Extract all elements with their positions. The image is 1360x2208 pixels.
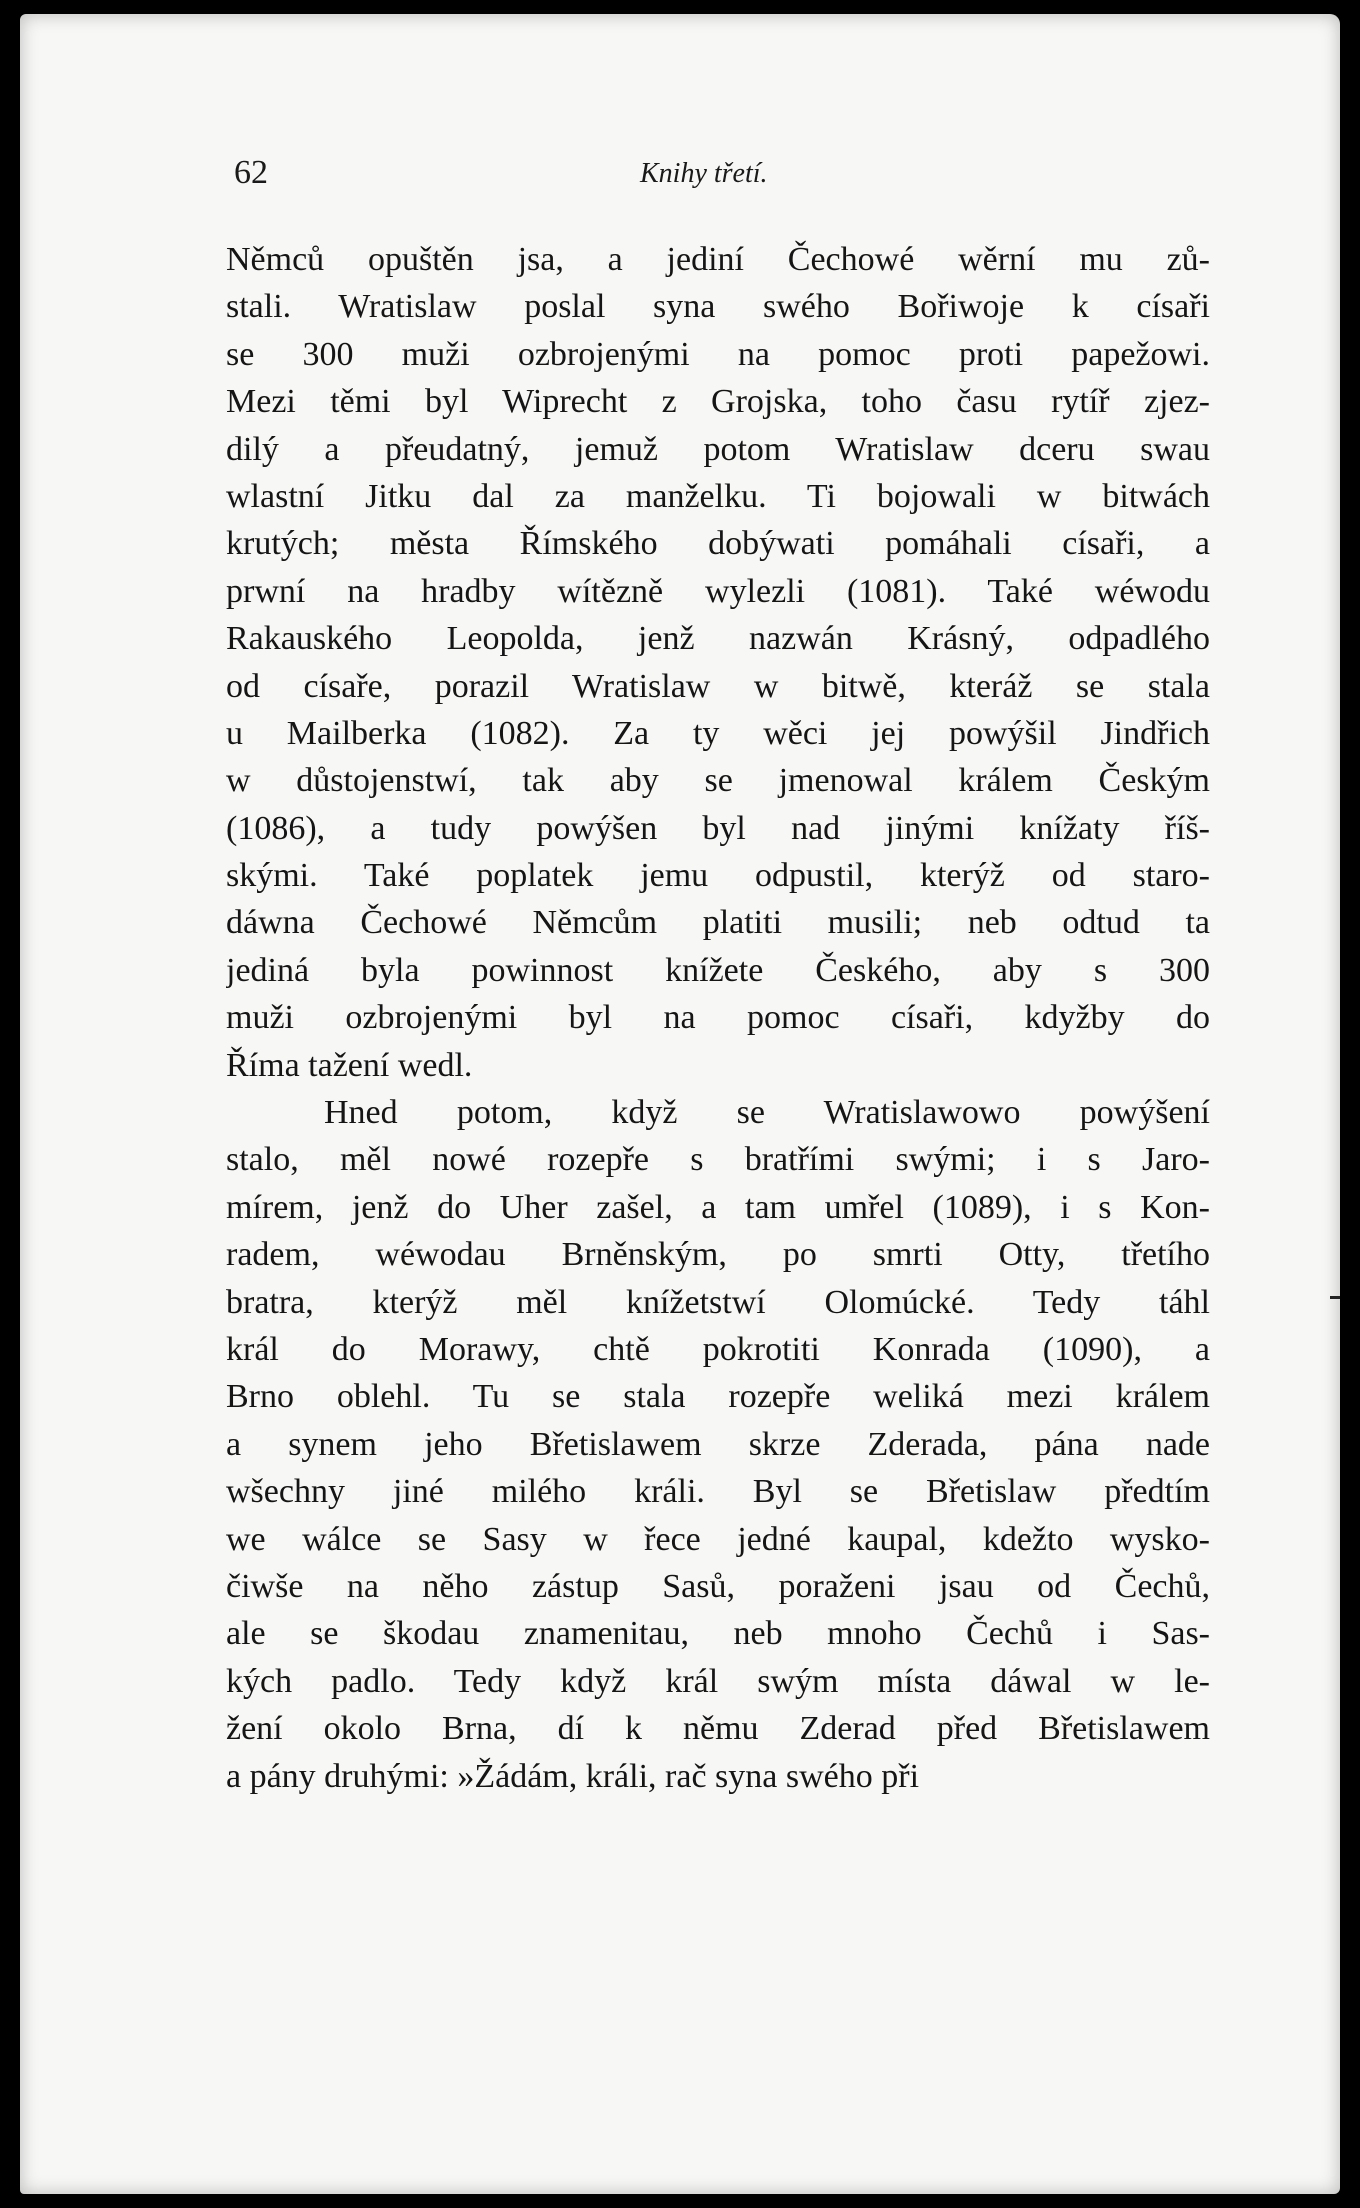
book-page	[20, 14, 1340, 2194]
text-line: Říma tažení wedl.	[226, 1046, 473, 1084]
text-line: Němců opuštěn jsa, a jediní Čechowé wěrní mu zů-	[226, 241, 1210, 278]
running-head: Knihy třetí.	[640, 158, 768, 189]
text-line: ale se škodau znamenitau, neb mnoho Čechů i Sas-	[226, 1615, 1210, 1653]
text-line: dilý a přeudatný, jemuž potom Wratislaw dceru swau	[226, 430, 1210, 468]
text-line: Hned potom, když se Wratislawowo powýšení	[324, 1094, 1210, 1132]
text-line: wlastní Jitku dal za manželku. Ti bojowali w bitwách	[226, 477, 1210, 515]
margin-mark	[1330, 1296, 1340, 1299]
page-header	[20, 154, 1340, 204]
text-line: we wálce se Sasy w řece jedné kaupal, kdežto wysko-	[226, 1520, 1210, 1558]
text-line: wšechny jiné milého králi. Byl se Břetislaw předtím	[226, 1473, 1210, 1511]
text-line: stalo, měl nowé rozepře s bratřími swými; i s Jaro-	[226, 1141, 1210, 1179]
text-line: Mezi těmi byl Wiprecht z Grojska, toho času rytíř zjez-	[226, 383, 1210, 421]
text-line: Rakauského Leopolda, jenž nazwán Krásný, odpadlého	[226, 620, 1210, 658]
text-line: a synem jeho Břetislawem skrze Zderada, pána nade	[226, 1425, 1210, 1463]
text-line: (1086), a tudy powýšen byl nad jinými knížaty říš-	[226, 809, 1210, 847]
text-line: krutých; města Římského dobýwati pomáhali císaři, a	[226, 525, 1210, 563]
text-line: a pány druhými: »Žádám, králi, rač syna swého při	[226, 1757, 920, 1795]
text-line: dáwna Čechowé Němcům platiti musili; neb odtud ta	[226, 904, 1210, 942]
page-number: 62	[234, 154, 268, 191]
text-line: prwní na hradby wítězně wylezli (1081). Také wéwodu	[226, 572, 1210, 610]
text-line: kých padlo. Tedy když král swým místa dáwal w le-	[226, 1662, 1210, 1700]
text-line: skými. Také poplatek jemu odpustil, kterýž od staro-	[226, 857, 1210, 895]
text-line: král do Morawy, chtě pokrotiti Konrada (1090), a	[226, 1330, 1210, 1368]
text-line: od císaře, porazil Wratislaw w bitwě, kteráž se stala	[226, 667, 1210, 705]
text-line: bratra, kterýž měl knížetstwí Olomúcké. Tedy táhl	[226, 1283, 1210, 1321]
text-line: mírem, jenž do Uher zašel, a tam umřel (1089), i s Kon-	[226, 1188, 1210, 1226]
text-line: stali. Wratislaw poslal syna swého Bořiwoje k císaři	[226, 288, 1210, 326]
text-line: w důstojenstwí, tak aby se jmenowal králem Českým	[226, 762, 1210, 800]
text-line: muži ozbrojenými byl na pomoc císaři, kdyžby do	[226, 999, 1210, 1037]
body-text	[226, 236, 1210, 1800]
text-line: čiwše na něho zástup Sasů, poraženi jsau od Čechů,	[226, 1567, 1210, 1605]
text-line: Brno oblehl. Tu se stala rozepře weliká mezi králem	[226, 1378, 1210, 1416]
text-line: žení okolo Brna, dí k němu Zderad před Břetislawem	[226, 1710, 1210, 1748]
text-line: se 300 muži ozbrojenými na pomoc proti papežowi.	[226, 335, 1210, 373]
text-line: u Mailberka (1082). Za ty wěci jej powýšil Jindřich	[226, 714, 1210, 752]
text-line: radem, wéwodau Brněnským, po smrti Otty, třetího	[226, 1236, 1210, 1274]
text-line: jediná byla powinnost knížete Českého, aby s 300	[226, 951, 1210, 989]
